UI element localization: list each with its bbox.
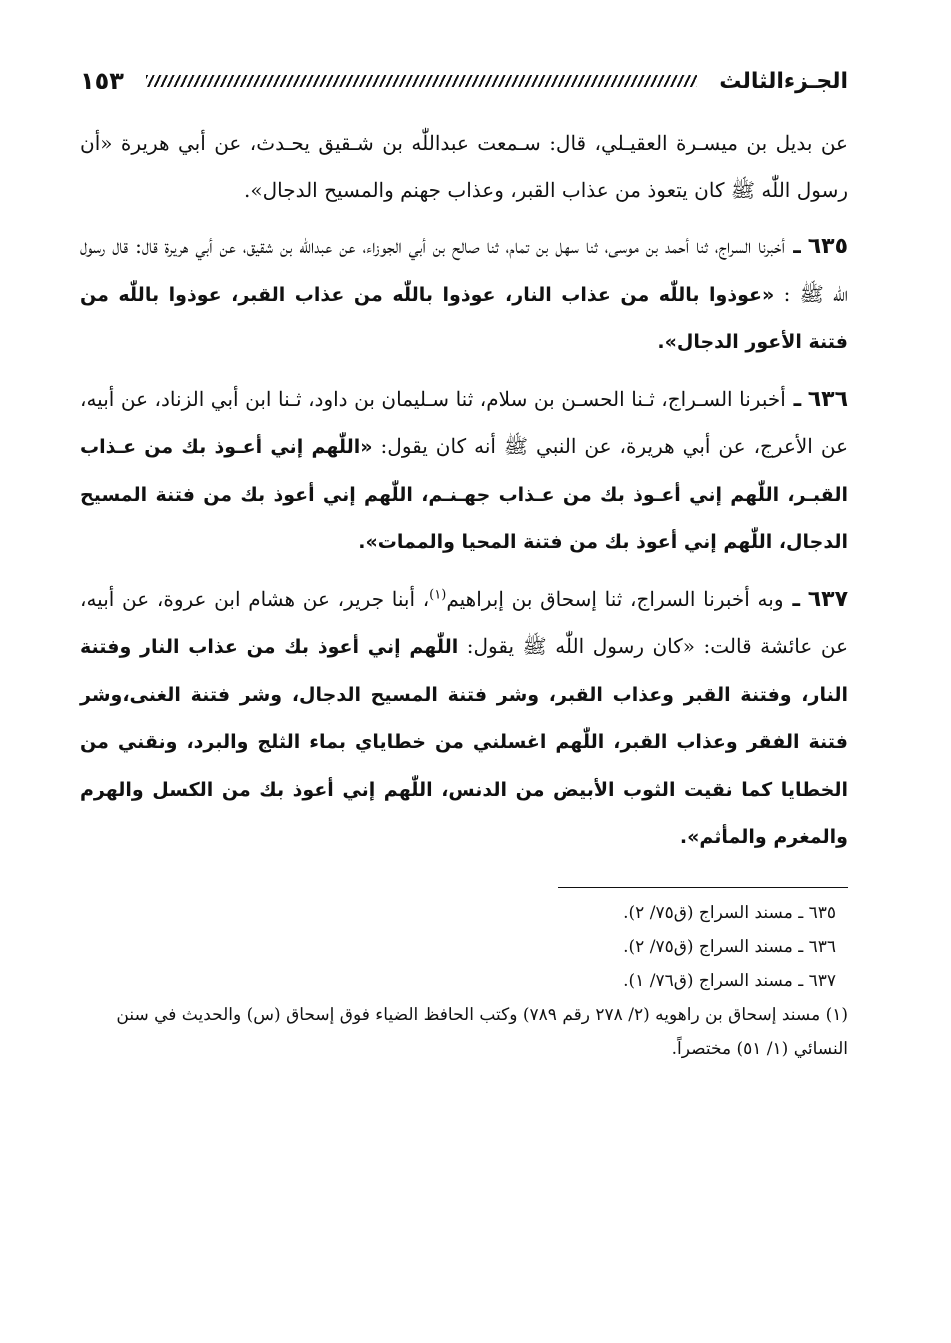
source-note: ٦٣٦ ـ مسند السراج (ق٧٥/ ٢). — [623, 937, 836, 957]
source-note: ٦٣٧ ـ مسند السراج (ق٧٦/ ١). — [623, 971, 836, 991]
hadith-number: ٦٣٦ — [807, 386, 849, 412]
footnotes — [80, 887, 848, 1067]
hadith-isnad: وبه أخبرنا السراج، ثنا إسحاق بن إبراهيم — [446, 586, 784, 611]
header-ornament — [146, 75, 697, 87]
hadith-637 — [80, 576, 848, 861]
number-dash: ـ — [783, 586, 801, 612]
footnote-1: (١) مسند إسحاق بن راهويه (٢/ ٢٧٨ رقم ٧٨٩) وكتب الحافظ الضياء فوق إسحاق (س) والحديث في سنن النسائي (١/ ٥١) مختصراً. — [116, 1005, 848, 1059]
hadith-matn: «اللّٰهم إني أعـوذ بك من عـذاب القبـر، اللّٰهم إني أعـوذ بك من عـذاب جهـنـم، اللّٰهم إني أعوذ بك من فتنة المسيح الدجال، اللّٰهم إني أعوذ بك من فتنة المحيا والممات». — [80, 436, 848, 553]
paragraph-text: عن بديل بن ميسـرة العقيـلي، قال: سـمعت عبداللّٰه بن شـقيق يحـدث، عن أبي هريرة «أن رسول اللّٰه ﷺ كان يتعوذ من عذاب القبر، وعذاب جهنم والمسيح الدجال». — [80, 131, 848, 202]
hadith-635 — [80, 223, 848, 366]
page-number: ١٥٣ — [80, 67, 124, 95]
hadith-number: ٦٣٧ — [807, 586, 849, 612]
hadith-matn: اللّٰهم إني أعوذ بك من عذاب النار وفتنة النار، وفتنة القبر وعذاب القبر، وشر فتنة المسيح الدجال، وشر فتنة الغنى،وشر فتنة الفقر وعذاب القبر، اللّٰهم اغسلني من خطاياي بماء الثلج والبرد، ونقني من الخطايا كما نقيت الثوب الأبيض من الدنس، اللّٰهم إني أعوذ بك من الكسل والهرم والمغرم والمأثم». — [80, 636, 848, 848]
hadith-636 — [80, 376, 848, 566]
footnote-reference[interactable]: (١) — [429, 586, 447, 602]
hadith-isnad-continued: ، أبنا جرير، عن هشام ابن عروة، عن أبيه، عن عائشة قالت: «كان رسول اللّٰه ﷺ يقول: — [80, 586, 849, 658]
running-head: الجـزءالثالث — [719, 68, 848, 94]
number-dash: ـ — [784, 234, 801, 259]
page-header — [80, 58, 848, 104]
continuation-paragraph — [80, 120, 848, 213]
footnote-divider — [558, 887, 848, 889]
source-note: ٦٣٥ ـ مسند السراج (ق٧٥/ ٢). — [623, 903, 836, 923]
hadith-isnad: أخبرنا السـراج، ثـنا الحسـن بن سلام، ثنا سـليمان بن داود، ثـنا ابن أبي الزناد، عن أبيه، عن الأعرج، عن أبي هريرة، عن النبي ﷺ أنه كان يقول: — [80, 386, 848, 458]
hadith-isnad: أخبرنا السراج، ثنا أحمد بن موسى، ثنا سهل بن تمام، ثنا صالح بن أبي الجوزاء، عن عبداللّٰه بن شقيق، عن أبي هريرة قال: قال رسول اللّٰه ﷺ : — [80, 234, 848, 306]
book-page — [80, 58, 848, 1066]
hadith-matn: «عوذوا باللّٰه من عذاب النار، عوذوا باللّٰه من عذاب القبر، عوذوا باللّٰه من فتنة الأعور الدجال». — [80, 283, 848, 353]
main-text — [80, 120, 848, 861]
number-dash: ـ — [785, 386, 802, 412]
hadith-number: ٦٣٥ — [807, 234, 849, 259]
